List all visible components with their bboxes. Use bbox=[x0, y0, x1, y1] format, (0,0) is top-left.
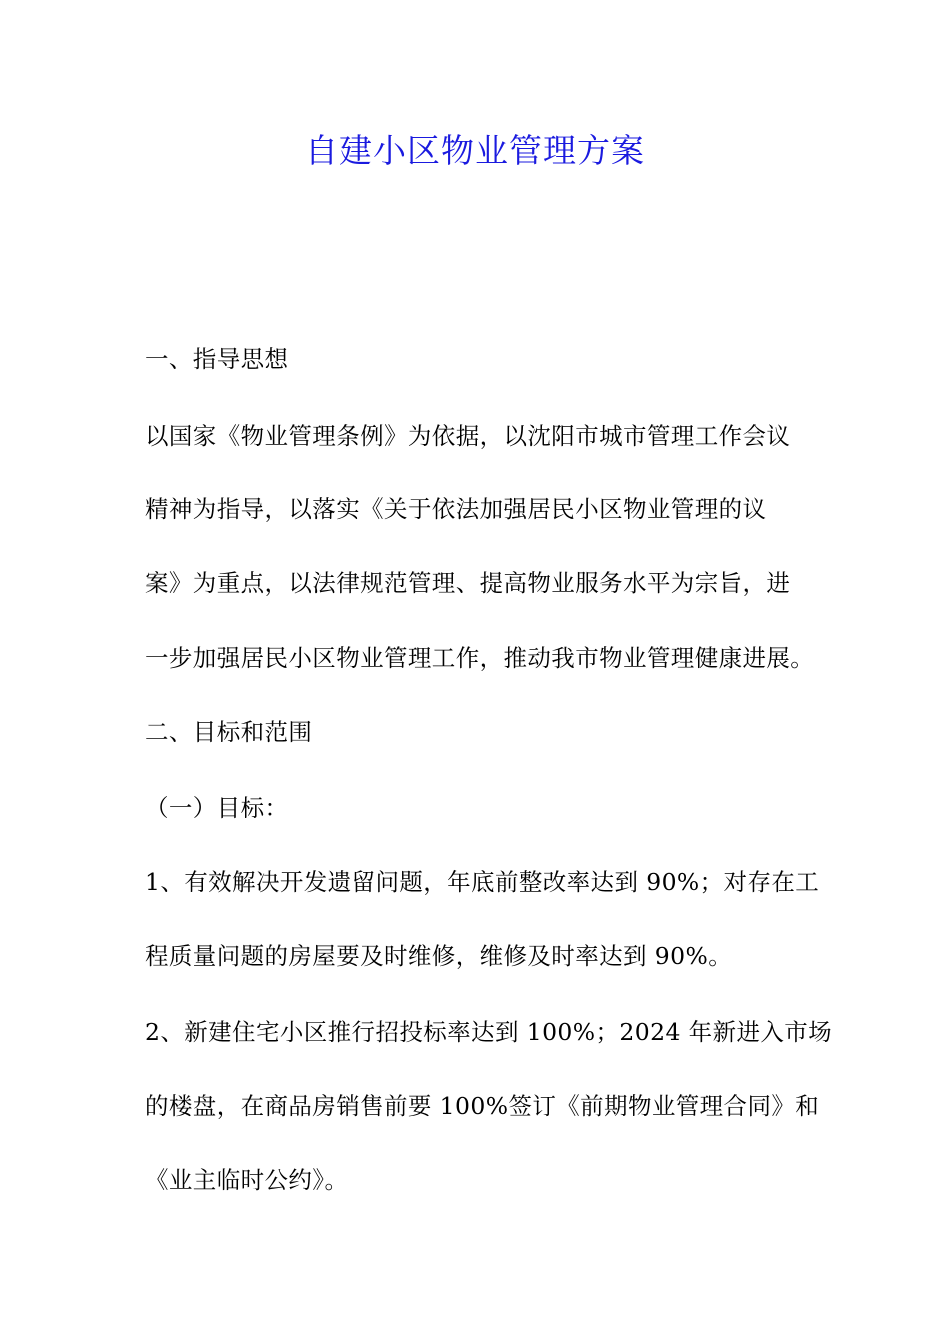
section-heading-goals-scope: 二、目标和范围 bbox=[145, 718, 313, 746]
paragraph-line: 1、有效解决开发遗留问题，年底前整改率达到 90%；对存在工 bbox=[145, 868, 820, 896]
paragraph-line: 的楼盘，在商品房销售前要 100%签订《前期物业管理合同》和 bbox=[145, 1092, 820, 1120]
paragraph-line: 《业主临时公约》。 bbox=[145, 1166, 349, 1194]
paragraph-line: 2、新建住宅小区推行招投标率达到 100%；2024 年新进入市场 bbox=[145, 1018, 833, 1046]
subsection-heading-goals: （一）目标： bbox=[145, 794, 289, 822]
paragraph-line: 精神为指导，以落实《关于依法加强居民小区物业管理的议 bbox=[145, 495, 767, 523]
paragraph-line: 案》为重点，以法律规范管理、提高物业服务水平为宗旨，进 bbox=[145, 569, 791, 597]
section-heading-guiding-ideology: 一、指导思想 bbox=[145, 345, 289, 373]
paragraph-line: 以国家《物业管理条例》为依据，以沈阳市城市管理工作会议 bbox=[145, 422, 791, 450]
document-title: 自建小区物业管理方案 bbox=[305, 131, 645, 170]
paragraph-line: 一步加强居民小区物业管理工作，推动我市物业管理健康进展。 bbox=[145, 644, 815, 672]
paragraph-line: 程质量问题的房屋要及时维修，维修及时率达到 90%。 bbox=[145, 942, 733, 970]
